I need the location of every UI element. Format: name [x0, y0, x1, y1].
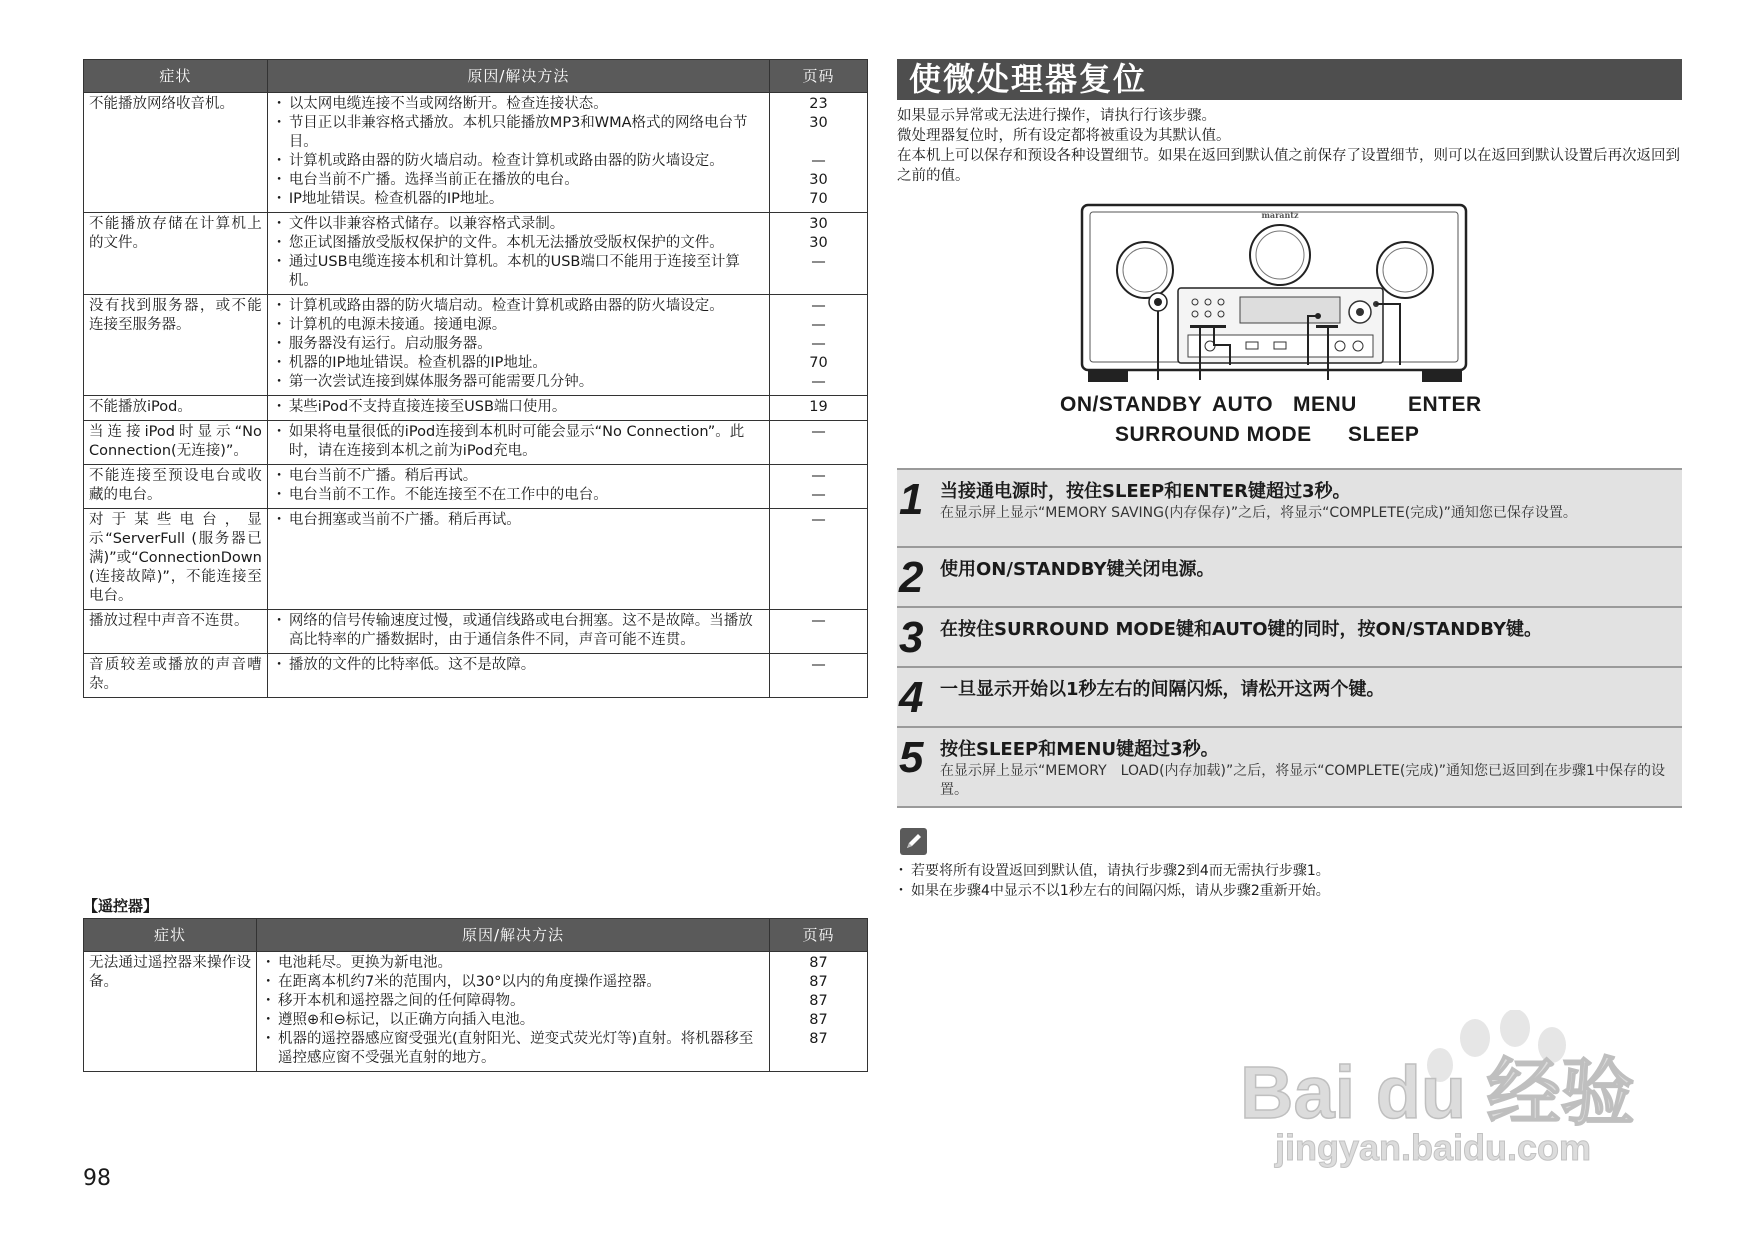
intro-line: 微处理器复位时，所有设定都将被重设为其默认值。 [897, 128, 1231, 144]
step-number: 4 [899, 673, 924, 722]
page-ref: 30 [809, 235, 828, 251]
cause-item: ・ 计算机或路由器的防火墙启动。检查计算机或路由器的防火墙设定。 [275, 152, 764, 171]
step-3 [897, 606, 1682, 666]
cause-item: ・ 节目正以非兼容格式播放。本机只能播放MP3和WMA格式的网络电台节目。 [275, 114, 764, 152]
step-description: 在显示屏上显示“MEMORY LOAD(内存加载)”之后，将显示“COMPLETE(完成)”通知您已返回到在步骤1中保存的设置。 [940, 763, 1665, 798]
label-enter: ENTER [1408, 393, 1482, 416]
page-ref: 87 [809, 993, 828, 1009]
note-item: ・ 若要将所有设置返回到默认值，请执行步骤2到4而无需执行步骤1。 [897, 861, 1330, 881]
cause-item: ・ 机器的遥控器感应窗受强光(直射阳光、逆变式荧光灯等)直射。将机器移至遥控感应窗不受强光直射的地方。 [264, 1030, 764, 1068]
header-page: 页码 [770, 60, 868, 93]
page-ref: — [811, 487, 826, 503]
table-row [84, 509, 868, 610]
page-ref: 30 [809, 115, 828, 131]
step-number: 2 [899, 553, 924, 602]
cause-cell [267, 465, 769, 509]
intro-line: 在本机上可以保存和预设各种设置细节。如果在返回到默认值之前保存了设置细节，则可以在返回到默认设置后再次返回到之前的值。 [897, 148, 1680, 184]
cause-item: ・ 电台当前不工作。不能连接至不在工作中的电台。 [275, 486, 764, 505]
page-ref: 30 [809, 172, 828, 188]
page-cell [770, 93, 868, 213]
cause-item: ・ 通过USB电缆连接本机和计算机。本机的USB端口不能用于连接至计算机。 [275, 253, 764, 291]
step-title: 一旦显示开始以1秒左右的间隔闪烁，请松开这两个键。 [940, 679, 1385, 700]
table-row [84, 465, 868, 509]
page-ref: 70 [809, 191, 828, 207]
page-ref: 87 [809, 955, 828, 971]
page-cell [770, 610, 868, 654]
step-4 [897, 666, 1682, 726]
table-row [84, 213, 868, 295]
sleep-key [1316, 325, 1338, 328]
cause-cell [257, 952, 770, 1072]
remote-section-label: 【遥控器】 [83, 897, 159, 915]
table-row [84, 610, 868, 654]
header-symptom: 症状 [84, 60, 268, 93]
cause-item: ・ 服务器没有运行。启动服务器。 [275, 335, 764, 354]
symptom-cell: 不能播放iPod。 [84, 396, 268, 421]
remote-troubleshooting-table [83, 918, 868, 1072]
baidu-paw-logo [1230, 1010, 1650, 1170]
brand-logo: marantz [1261, 210, 1299, 220]
label-auto: AUTO [1212, 393, 1274, 416]
cause-item: ・ 计算机或路由器的防火墙启动。检查计算机或路由器的防火墙设定。 [275, 297, 764, 316]
table-row [84, 93, 868, 213]
cause-item: ・ 机器的IP地址错误。检查机器的IP地址。 [275, 354, 764, 373]
cause-item: ・ 您正试图播放受版权保护的文件。本机无法播放受版权保护的文件。 [275, 234, 764, 253]
cause-cell [267, 421, 769, 465]
label-on-standby: ON/STANDBY [1060, 393, 1203, 416]
header-cause: 原因/解决方法 [257, 919, 770, 952]
cause-item: ・ 第一次尝试连接到媒体服务器可能需要几分钟。 [275, 373, 764, 392]
table-row [84, 421, 868, 465]
cause-item: ・ 网络的信号传输速度过慢，或通信线路或电台拥塞。这不是故障。当播放高比特率的广播数据时，由于通信条件不同，声音可能不连贯。 [275, 612, 764, 650]
intro-line: 如果显示异常或无法进行操作，请执行行该步骤。 [897, 108, 1216, 124]
page-ref: 70 [809, 355, 828, 371]
cause-item: ・ 计算机的电源未接通。接通电源。 [275, 316, 764, 335]
symptom-cell: 不能播放网络收音机。 [84, 93, 268, 213]
cause-item: ・ 某些iPod不支持直接连接至USB端口使用。 [275, 398, 764, 417]
symptom-cell: 当连接iPod时显示“No Connection(无连接)”。 [84, 421, 268, 465]
step-title: 使用ON/STANDBY键关闭电源。 [940, 559, 1215, 580]
cause-cell [267, 509, 769, 610]
label-sleep: SLEEP [1348, 423, 1420, 446]
page-ref: — [811, 424, 826, 440]
display-window [1240, 297, 1340, 323]
label-surround-mode: SURROUND MODE [1115, 423, 1312, 446]
page-cell [770, 465, 868, 509]
cause-item: ・ 以太网电缆连接不当或网络断开。检查连接状态。 [275, 95, 764, 114]
page-cell [770, 295, 868, 396]
page-cell [770, 396, 868, 421]
step-1 [897, 468, 1682, 546]
intro-text [897, 106, 1687, 186]
step-title: 在按住SURROUND MODE键和AUTO键的同时，按ON/STANDBY键。 [940, 619, 1543, 640]
symptom-cell: 没有找到服务器，或不能连接至服务器。 [84, 295, 268, 396]
header-symptom: 症状 [84, 919, 257, 952]
step-description: 在显示屏上显示“MEMORY SAVING(内存保存)”之后，将显示“COMPLETE(完成)”通知您已保存设置。 [940, 505, 1577, 521]
header-cause: 原因/解决方法 [267, 60, 769, 93]
cause-item: ・ 电台当前不广播。选择当前正在播放的电台。 [275, 171, 764, 190]
section-title: 使微处理器复位 [897, 59, 1682, 100]
cause-item: ・ 电池耗尽。更换为新电池。 [264, 954, 764, 973]
page-ref: — [811, 512, 826, 528]
cause-item: ・ IP地址错误。检查机器的IP地址。 [275, 190, 764, 209]
symptom-cell: 对于某些电台，显示“ServerFull (服务器已满)”或“ConnectionDown (连接故障)”，不能连接至电台。 [84, 509, 268, 610]
note-item: ・ 如果在步骤4中显示不以1秒左右的间隔闪烁，请从步骤2重新开始。 [897, 881, 1330, 901]
page-ref: — [811, 374, 826, 390]
page-ref: — [811, 336, 826, 352]
page-ref: 30 [809, 216, 828, 232]
cause-cell [267, 610, 769, 654]
page-cell [770, 421, 868, 465]
table-header-row [84, 60, 868, 93]
pencil-note-icon [900, 828, 927, 855]
page-ref: 19 [809, 399, 828, 415]
page-ref: — [811, 298, 826, 314]
page-number: 98 [83, 1166, 111, 1191]
page-ref: 87 [809, 1031, 828, 1047]
cause-item: ・ 文件以非兼容格式储存。以兼容格式录制。 [275, 215, 764, 234]
page-ref: — [811, 153, 826, 169]
baidu-jingyan-watermark [1230, 1010, 1650, 1174]
notes-list [897, 861, 1330, 901]
network-troubleshooting-table [83, 59, 868, 698]
cause-item: ・ 如果将电量很低的iPod连接到本机时可能会显示“No Connection”。此时，请在连接到本机之前为iPod充电。 [275, 423, 764, 461]
symptom-cell: 不能播放存储在计算机上的文件。 [84, 213, 268, 295]
page-ref: — [811, 317, 826, 333]
header-page: 页码 [770, 919, 868, 952]
page-ref: 87 [809, 1012, 828, 1028]
cause-item: ・ 电台拥塞或当前不广播。稍后再试。 [275, 511, 764, 530]
page-ref: — [811, 613, 826, 629]
receiver-front-panel-diagram [1060, 200, 1500, 454]
page-ref: 23 [809, 96, 828, 112]
cause-cell [267, 654, 769, 698]
knob-left [1117, 242, 1173, 298]
page-cell [770, 213, 868, 295]
cause-item: ・ 遵照⊕和⊖标记，以正确方向插入电池。 [264, 1011, 764, 1030]
symptom-cell: 无法通过遥控器来操作设备。 [84, 952, 257, 1072]
watermark-url: jingyan.baidu.com [1275, 1127, 1592, 1168]
page-ref: — [811, 468, 826, 484]
step-5 [897, 726, 1682, 808]
page-cell [770, 509, 868, 610]
cause-cell [267, 295, 769, 396]
watermark-logo-text: Bai du 经验 [1240, 1051, 1635, 1134]
label-menu: MENU [1293, 393, 1357, 416]
page-ref: — [811, 254, 826, 270]
page-cell [770, 654, 868, 698]
step-number: 3 [899, 613, 924, 662]
cause-cell [267, 93, 769, 213]
table-header-row [84, 919, 868, 952]
page-cell [770, 952, 868, 1072]
symptom-cell: 音质较差或播放的声音嘈杂。 [84, 654, 268, 698]
cause-cell [267, 213, 769, 295]
table-row [84, 295, 868, 396]
cause-item: ・ 移开本机和遥控器之间的任何障碍物。 [264, 992, 764, 1011]
step-title: 按住SLEEP和MENU键超过3秒。 [940, 739, 1219, 760]
symptom-cell: 不能连接至预设电台或收藏的电台。 [84, 465, 268, 509]
knob-right [1377, 242, 1433, 298]
knob-center [1250, 225, 1310, 285]
cause-item: ・ 在距离本机约7米的范围内，以30°以内的角度操作遥控器。 [264, 973, 764, 992]
cause-item: ・ 播放的文件的比特率低。这不是故障。 [275, 656, 764, 675]
table-row [84, 654, 868, 698]
reset-steps [897, 468, 1682, 808]
surround-auto-keys [1190, 325, 1226, 328]
table-row [84, 396, 868, 421]
table-row [84, 952, 868, 1072]
cause-cell [267, 396, 769, 421]
page-ref: — [811, 657, 826, 673]
symptom-cell: 播放过程中声音不连贯。 [84, 610, 268, 654]
step-number: 1 [899, 475, 924, 524]
step-title: 当接通电源时，按住SLEEP和ENTER键超过3秒。 [940, 481, 1351, 502]
cause-item: ・ 电台当前不广播。稍后再试。 [275, 467, 764, 486]
step-number: 5 [899, 733, 924, 782]
step-2 [897, 546, 1682, 606]
page-ref: 87 [809, 974, 828, 990]
